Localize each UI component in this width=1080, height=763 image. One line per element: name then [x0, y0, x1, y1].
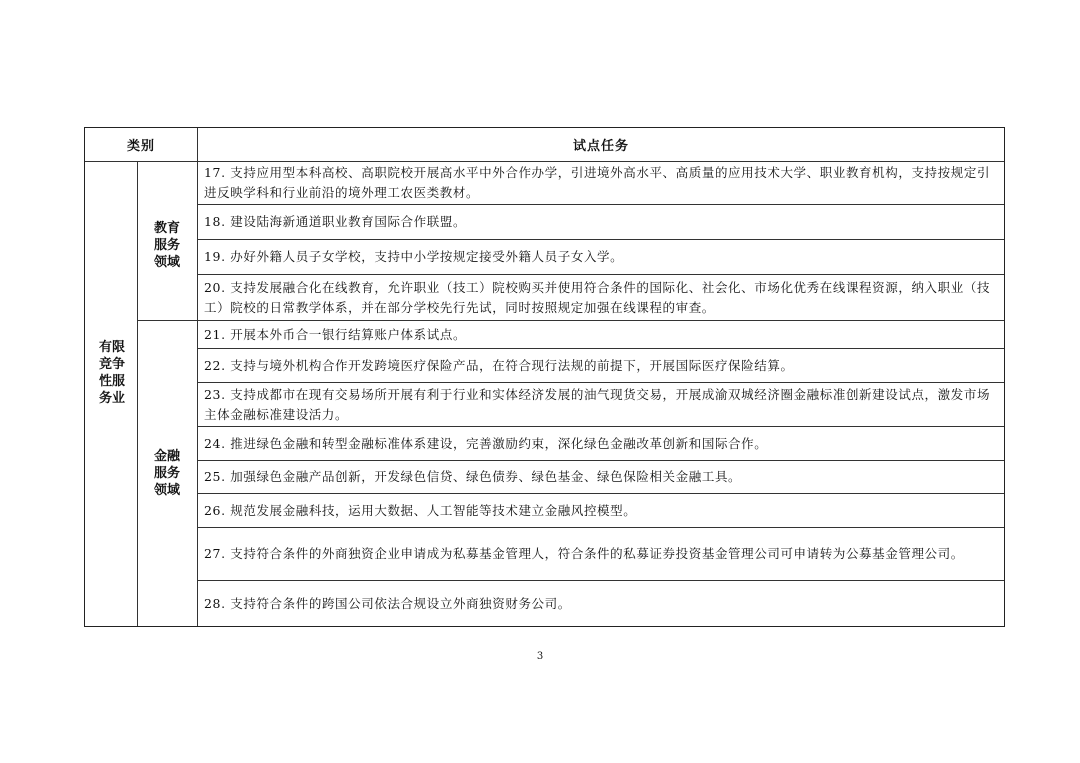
task-row: 19. 办好外籍人员子女学校，支持中小学按规定接受外籍人员子女入学。 — [204, 249, 624, 264]
task-row: 27. 支持符合条件的外商独资企业申请成为私募基金管理人，符合条件的私募证券投资基金管理公司可申请转为公募基金管理公司。 — [204, 546, 964, 561]
task-row: 26. 规范发展金融科技，运用大数据、人工智能等技术建立金融风控模型。 — [204, 502, 637, 518]
page-number: 3 — [536, 651, 544, 662]
task-row: 28. 支持符合条件的跨国公司依法合规设立外商独资财务公司。 — [204, 595, 571, 611]
header-category: 类别 — [126, 139, 155, 154]
task-row: 22. 支持与境外机构合作开发跨境医疗保险产品，在符合现行法规的前提下，开展国际医疗保险结算。 — [204, 357, 794, 373]
subcategory-column-divider — [137, 161, 138, 626]
task-row: 17. 支持应用型本科高校、高职院校开展高水平中外合作办学，引进境外高水平、高质量的应用技术大学、职业教育机构，支持按规定引进反映学科和行业前沿的境外理工农医类教材。 — [204, 165, 991, 200]
task-row: 25. 加强绿色金融产品创新，开发绿色信贷、绿色债券、绿色基金、绿色保险相关金融工具。 — [204, 469, 742, 484]
finance-label: 金融服务领域 — [153, 448, 180, 498]
pilot-task-table — [84, 127, 1005, 627]
header-task: 试点任务 — [572, 139, 629, 154]
task-row: 20. 支持发展融合化在线教育，允许职业（技工）院校购买并使用符合条件的国际化、社会化、市场化优秀在线课程资源，纳入职业（技工）院校的日常教学体系，并在部分学校先行先试，同时按照规定加强在线课程的审查。 — [204, 279, 991, 315]
subcategory-divider — [137, 320, 197, 321]
task-row: 21. 开展本外币合一银行结算账户体系试点。 — [204, 326, 467, 342]
task-row: 24. 推进绿色金融和转型金融标准体系建设，完善激励约束，深化绿色金融改革创新和国际合作。 — [204, 435, 768, 451]
task-row: 18. 建设陆海新通道职业教育国际合作联盟。 — [204, 214, 467, 229]
education-label: 教育服务领域 — [153, 220, 180, 270]
task-row: 23. 支持成都市在现有交易场所开展有利于行业和实体经济发展的油气现货交易，开展成渝双城经济圈金融标准创新建设试点，激发市场主体金融标准建设活力。 — [204, 386, 991, 422]
sector-label: 有限竞争性服务业 — [98, 340, 125, 406]
